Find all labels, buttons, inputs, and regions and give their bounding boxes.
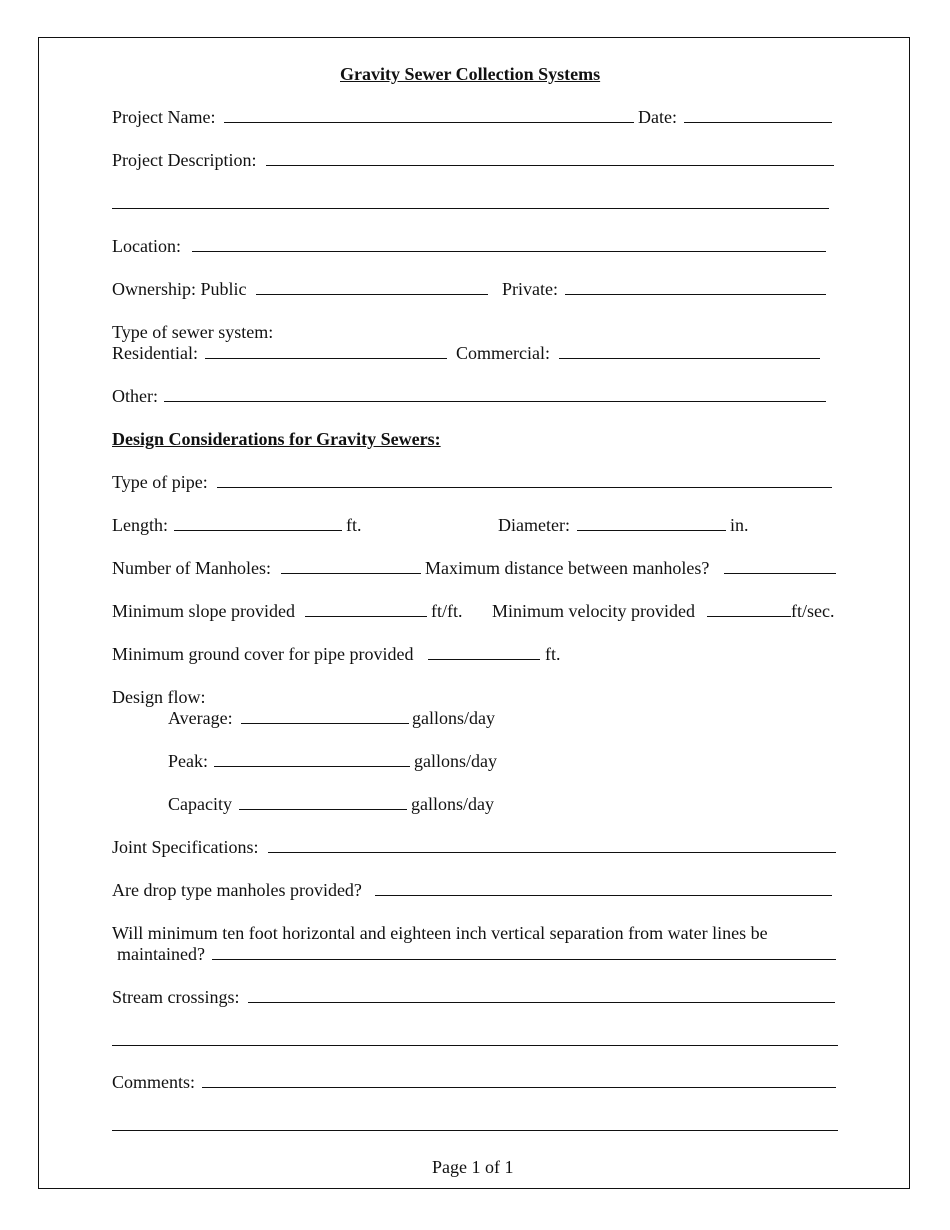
residential-field[interactable] — [205, 358, 447, 359]
separation-field[interactable] — [212, 959, 836, 960]
residential-label: Residential: — [112, 343, 198, 363]
length-field[interactable] — [174, 530, 342, 531]
location-field[interactable] — [192, 251, 826, 252]
design-heading: Design Considerations for Gravity Sewers: — [112, 429, 441, 449]
velocity-unit: ft/sec. — [791, 601, 835, 621]
commercial-label: Commercial: — [456, 343, 550, 363]
drop-manholes-field[interactable] — [375, 895, 832, 896]
joint-specs-label: Joint Specifications: — [112, 837, 259, 857]
page-number: Page 1 of 1 — [432, 1157, 514, 1177]
max-distance-label: Maximum distance between manholes? — [425, 558, 710, 578]
project-description-field[interactable] — [266, 165, 834, 166]
length-unit: ft. — [346, 515, 362, 535]
capacity-unit: gallons/day — [411, 794, 494, 814]
min-velocity-field[interactable] — [707, 616, 791, 617]
project-name-field[interactable] — [224, 122, 634, 123]
min-slope-field[interactable] — [305, 616, 427, 617]
ownership-public-field[interactable] — [256, 294, 488, 295]
comments-field-line2[interactable] — [112, 1130, 838, 1131]
design-flow-label: Design flow: — [112, 687, 206, 707]
min-velocity-label: Minimum velocity provided — [492, 601, 695, 621]
date-field[interactable] — [684, 122, 832, 123]
comments-label: Comments: — [112, 1072, 196, 1092]
date-label: Date: — [638, 107, 677, 127]
separation-question-line1: Will minimum ten foot horizontal and eighteen inch vertical separation from water lines be — [112, 923, 768, 943]
location-label: Location: — [112, 236, 181, 256]
other-label: Other: — [112, 386, 158, 406]
average-field[interactable] — [241, 723, 409, 724]
drop-manholes-label: Are drop type manholes provided? — [112, 880, 362, 900]
type-of-sewer-label: Type of sewer system: — [112, 322, 274, 342]
diameter-label: Diameter: — [498, 515, 570, 535]
type-of-pipe-field[interactable] — [217, 487, 832, 488]
joint-specs-field[interactable] — [268, 852, 836, 853]
peak-field[interactable] — [214, 766, 410, 767]
num-manholes-label: Number of Manholes: — [112, 558, 271, 578]
stream-crossings-label: Stream crossings: — [112, 987, 240, 1007]
private-label: Private: — [502, 279, 558, 299]
stream-crossings-field-line2[interactable] — [112, 1045, 838, 1046]
ownership-public-label: Ownership: Public — [112, 279, 247, 299]
stream-crossings-field[interactable] — [248, 1002, 835, 1003]
separation-question-line2: maintained? — [117, 944, 205, 964]
capacity-label: Capacity — [168, 794, 232, 814]
capacity-field[interactable] — [239, 809, 407, 810]
project-description-field-line2[interactable] — [112, 208, 829, 209]
average-unit: gallons/day — [412, 708, 495, 728]
cover-unit: ft. — [545, 644, 561, 664]
peak-unit: gallons/day — [414, 751, 497, 771]
slope-unit: ft/ft. — [431, 601, 463, 621]
num-manholes-field[interactable] — [281, 573, 421, 574]
project-name-label: Project Name: — [112, 107, 216, 127]
diameter-field[interactable] — [577, 530, 726, 531]
commercial-field[interactable] — [559, 358, 820, 359]
other-field[interactable] — [164, 401, 826, 402]
type-of-pipe-label: Type of pipe: — [112, 472, 208, 492]
max-distance-field[interactable] — [724, 573, 836, 574]
min-cover-label: Minimum ground cover for pipe provided — [112, 644, 414, 664]
comments-field[interactable] — [202, 1087, 836, 1088]
min-cover-field[interactable] — [428, 659, 540, 660]
length-label: Length: — [112, 515, 168, 535]
project-description-label: Project Description: — [112, 150, 257, 170]
peak-label: Peak: — [168, 751, 208, 771]
private-field[interactable] — [565, 294, 826, 295]
min-slope-label: Minimum slope provided — [112, 601, 295, 621]
average-label: Average: — [168, 708, 233, 728]
form-title: Gravity Sewer Collection Systems — [340, 64, 601, 84]
diameter-unit: in. — [730, 515, 749, 535]
